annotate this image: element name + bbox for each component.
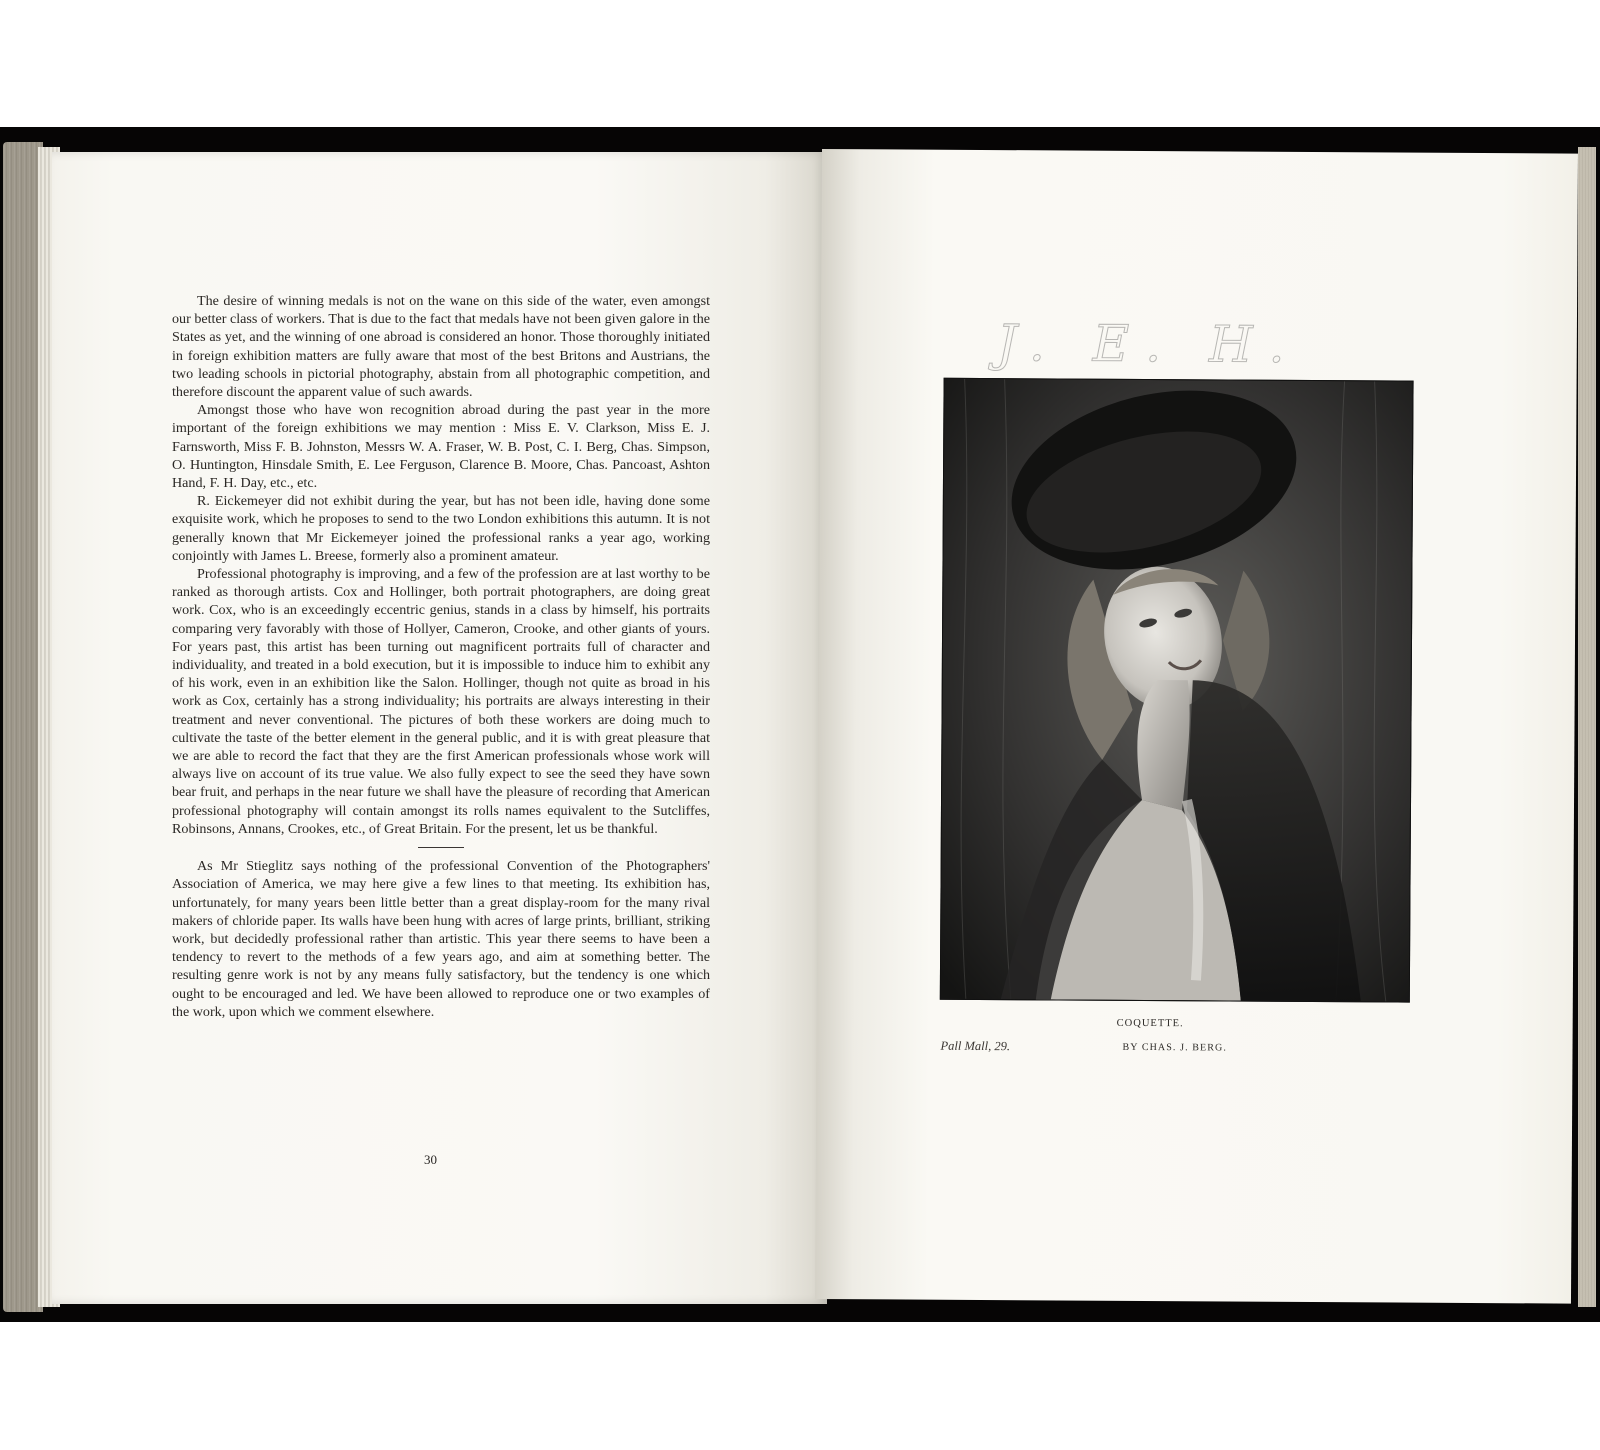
- plate-title: COQUETTE.: [1116, 1017, 1184, 1030]
- plate-photograph: [940, 378, 1414, 1003]
- portrait-image: [941, 379, 1413, 1002]
- book-cover-right: [1578, 147, 1596, 1307]
- right-page: [815, 149, 1578, 1304]
- book-scan: [0, 127, 1600, 1322]
- plate-reference: Pall Mall, 29.: [940, 1038, 1011, 1054]
- left-page: [52, 152, 827, 1304]
- plate-credit: BY CHAS. J. BERG.: [1122, 1041, 1228, 1054]
- paragraph-eickemeyer: R. Eickemeyer did not exhibit during the year, but has not been idle, having done some exquisite work, which he proposes to send to the two London exhibitions this autumn. It is not generally known that Mr Eickemeyer joined the professional ranks a year ago, working conjointly with James L. Breese, formerly also a prominent amateur.: [172, 493, 710, 564]
- page-number: 30: [424, 1152, 437, 1167]
- section-rule: [418, 847, 464, 848]
- monogram-inscription: J. E. H.: [996, 314, 1301, 374]
- paragraph-professional: Professional photography is improving, and a few of the profession are at last worthy to be ranked as thorough artists. Cox and Hollinger, both portrait photographers, are doing great work. Cox, who is an exceedingly eccentric genius, stands in a class by himself, his portraits comparing very favorably with those of Hollyer, Cameron, Crooke, and other giants of yours. For years past, this artist has been turning out magnificent portraits full of character and individuality, and treated in a bold execution, but it is impossible to induce him to exhibit any of his work, even in an exhibition like the Salon. Hollinger, though not quite as broad in his work as Cox, certainly has a strong individuality; his portraits are always interesting in their treatment and never conventional. The pictures of both these workers are doing much to cultivate the taste of the better element in the general public, and it is with great pleasure that we are able to record the fact that they are the first American professionals whose work will always live on account of its true value. We also fully expect to see the seed they have sown bear fruit, and perhaps in the near future we shall have the pleasure of recording that American professional photography will contain amongst its rolls names equivalent to the Sutcliffes, Robinsons, Annans, Crookes, etc., of Great Britain. For the present, let us be thankful.: [172, 566, 710, 837]
- paragraph-convention: As Mr Stieglitz says nothing of the professional Convention of the Photographers' Association of America, we may here give a few lines to that meeting. Its exhibition has, unfortunately, for many years been little better than a great display-room for the many rival makers of chloride paper. Its walls have been hung with acres of large prints, brilliant, striking work, but decidedly professional rather than artistic. This year there seems to have been a tendency to revert to the methods of a few years ago, and aim at something better. The resulting genre work is not by any means fully satisfactory, but the tendency is one which ought to be encouraged and led. We have been allowed to reproduce one or two examples of the work, upon which we comment elsewhere.: [172, 858, 710, 1020]
- book-cover-left: [3, 142, 43, 1312]
- article-text: [172, 292, 710, 1021]
- paragraph-medals: The desire of winning medals is not on the wane on this side of the water, even amongst our better class of workers. That is due to the fact that medals have not been given galore in the States as yet, and the winning of one abroad is considered an honor. Those thoroughly initiated in foreign exhibition matters are fully aware that most of the best Britons and Austrians, the two leading schools in pictorial photography, abstain from all photographic competition, and therefore discount the apparent value of such awards.: [172, 293, 710, 401]
- paragraph-recognition: Amongst those who have won recognition abroad during the past year in the more important of the foreign exhibitions we may mention : Miss E. V. Clarkson, Miss E. J. Farnsworth, Miss F. B. Johnston, Messrs W. A. Fraser, W. B. Post, C. I. Berg, Chas. Simpson, O. Huntington, Hinsdale Smith, E. Lee Ferguson, Clarence B. Moore, Chas. Pancoast, Ashton Hand, F. H. Day, etc., etc.: [172, 402, 710, 492]
